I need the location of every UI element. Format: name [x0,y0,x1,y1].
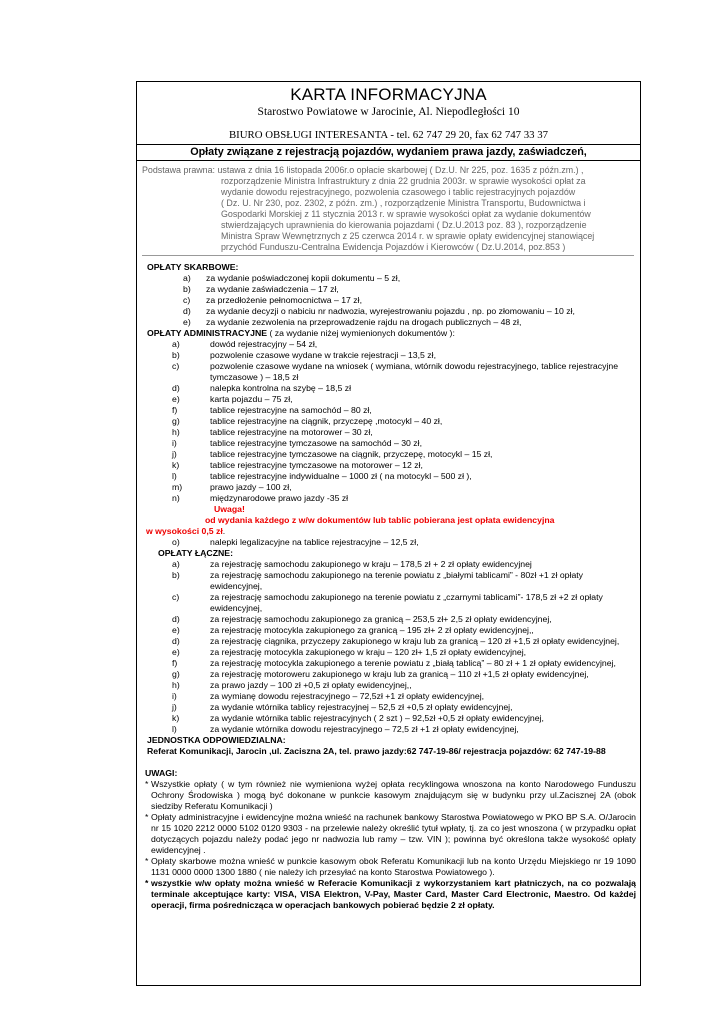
list-text: tablice rejestracyjne na ciągnik, przyczepę ,motocykl – 40 zł, [210,416,443,426]
note-item [145,812,636,856]
list-text: za prawo jazdy – 100 zł +0,5 zł opłaty ewidencyjnej,, [210,680,412,690]
list-marker: d) [172,636,180,646]
list-text: dowód rejestracyjny – 54 zł, [210,339,318,349]
list-text: za wydanie wtórnika tablic rejestracyjnych ( 2 szt ) – 92,5zł +0,5 zł opłaty ewidencyjnej, [210,713,544,723]
administracyjne-list [172,339,636,504]
list-text: za rejestrację motoroweru zakupionego w kraju lub za granicą – 110 zł +1,5 zł opłaty ewidencyjnej, [210,669,589,679]
list-item [172,361,636,383]
note-item [145,779,636,812]
list-marker: g) [172,416,180,426]
list-item [172,471,636,482]
list-marker: h) [172,680,180,690]
list-marker: a) [172,559,180,569]
list-item [172,438,636,449]
list-text: za rejestrację ciągnika, przyczepy zakupionego w kraju lub za granicą – 120 zł +1,5 zł opłaty ewidencyjnej, [210,636,620,646]
list-item [172,350,636,361]
list-marker: m) [172,482,183,492]
skarbowe-heading: OPŁATY SKARBOWE: [147,262,239,272]
note-text: Wszystkie opłaty ( w tym również nie wymieniona wyżej opłata recyklingowa wnoszona na konto Narodowego Funduszu Ochrony Środowiska ) mogą być dokonane w punkcie kasowym znajdującym się w budynku przy ul.Zacisznej 2A (obok siedziby Referatu Komunikacji ) [151,779,636,811]
contact-line: BIURO OBSŁUGI INTERESANTA - tel. 62 747 29 20, fax 62 747 33 37 [228,129,549,141]
list-marker: k) [172,460,180,470]
legal-line: stwierdzających uprawnienia do kierowania pojazdami ( Dz.U.2013 poz. 83 ), rozporządzenie [221,220,587,230]
list-item [172,559,636,570]
list-marker: l) [172,471,177,481]
list-marker: i) [172,691,177,701]
list-marker: o) [172,537,180,547]
list-text: tablice rejestracyjne indywidualne – 1000 zł ( na motocykl – 500 zł ), [210,471,472,481]
list-text: karta pojazdu – 75 zł, [210,394,293,404]
list-item [183,284,636,295]
uwaga-text: od wydania każdego z w/w dokumentów lub tablic pobierana jest opłata ewidencyjna [205,515,555,525]
list-item [183,306,636,317]
list-item [172,592,636,614]
uwaga-text-2 [146,526,636,537]
legal-basis-first-line: Podstawa prawna: ustawa z dnia 16 listopada 2006r.o opłacie skarbowej ( Dz.U. Nr 225, poz. 1635 z późn.zm.) , [142,165,584,175]
list-marker: j) [172,449,177,459]
legal-line: przychód Funduszu-Centralna Ewidencja Pojazdów i Kierowców ( Dz.U.2014, poz.853 ) [221,242,566,252]
list-text: nalepka kontrolna na szybę – 18,5 zł [210,383,352,393]
list-item [172,449,636,460]
list-marker: h) [172,427,180,437]
list-item [172,647,636,658]
list-marker: f) [172,658,178,668]
legal-line: rozporządzenie Ministra Infrastruktury z dnia 22 grudnia 2003r. w sprawie wysokości opłat za [221,176,586,186]
document-body [145,262,636,911]
list-text: międzynarodowe prawo jazdy -35 zł [210,493,349,503]
list-text: pozwolenie czasowe wydane na wniosek ( wymiana, wtórnik dowodu rejestracyjnego, tablice rejestracyjne tymczasowe ) – 18,5 zł [210,361,619,382]
uwagi-heading: UWAGI: [145,768,178,778]
list-item [172,724,636,735]
note-bullet: * [145,779,149,789]
list-item [172,394,636,405]
list-item [183,317,636,328]
legal-basis-rest [142,176,634,253]
list-item [172,691,636,702]
list-item [172,482,636,493]
list-marker: l) [172,724,177,734]
list-item [172,680,636,691]
list-item [183,295,636,306]
list-text: pozwolenie czasowe wydane w trakcie rejestracji – 13,5 zł, [210,350,436,360]
list-marker: d) [172,614,180,624]
jednostka-text: Referat Komunikacji, Jarocin ,ul. Zaciszna 2A, tel. prawo jazdy:62 747-19-86/ rejestracja pojazdów: 62 747-19-88 [147,746,606,756]
legal-basis [142,165,634,256]
list-marker: c) [172,592,180,602]
note-text: Opłaty skarbowe można wnieść w punkcie kasowym obok Referatu Komunikacji lub na konto Urzędu Miejskiego nr 19 1090 1131 0000 0000 1300 1880 ( nie należy ich przesyłać na konto Starostwa Powiatowego ). [151,856,636,877]
legal-line: ( Dz. U. Nr 230, poz. 2302, z późn. zm.) , rozporządzenie Ministra Transportu, Budownictwa i [221,198,586,208]
list-marker: a) [183,273,191,283]
list-marker: k) [172,713,180,723]
list-text: za wydanie decyzji o nabiciu nr nadwozia, wyrejestrowaniu pojazdu , np. po złomowaniu – 10 zł, [206,306,575,316]
note-bullet: * [145,812,149,822]
list-marker: e) [172,647,180,657]
list-marker: d) [183,306,191,316]
list-item [172,383,636,394]
list-text: za wymianę dowodu rejestracyjnego – 72,5zł +1 zł opłaty ewidencyjnej, [210,691,485,701]
uwaga-amount: w wysokości 0,5 zł [146,526,223,536]
list-item [172,460,636,471]
list-marker: f) [172,405,178,415]
office-address: Starostwo Powiatowe w Jarocinie, Al. Niepodległości 10 [257,106,520,118]
list-item [172,669,636,680]
information-card [136,81,641,986]
list-text: tablice rejestracyjne na motorower – 30 zł, [210,427,373,437]
list-text: za przedłożenie pełnomocnictwa – 17 zł, [206,295,362,305]
note-item [145,878,636,911]
list-text: za wydanie wtórnika tablicy rejestracyjnej – 52,5 zł +0,5 zł opłaty ewidencyjnej, [210,702,513,712]
list-text: za rejestrację samochodu zakupionego w kraju – 178,5 zł + 2 zł opłaty ewidencyjnej [210,559,532,569]
list-text: za rejestrację samochodu zakupionego za granicą – 253,5 zł+ 2,5 zł opłaty ewidencyjnej, [210,614,552,624]
list-text: tablice rejestracyjne tymczasowe na motorower – 12 zł, [210,460,423,470]
note-item [145,856,636,878]
list-marker: b) [172,570,180,580]
jednostka-heading: JEDNOSTKA ODPOWIEDZIALNA: [147,735,286,745]
card-title: KARTA INFORMACYJNA [290,85,487,104]
legal-line: Ministra Spraw Wewnętrznych z 25 czerwca 2014 r. w sprawie opłaty ewidencyjnej stanowiącej [221,231,595,241]
list-text: za wydanie zezwolenia na przeprowadzenie rajdu na drogach publicznych – 48 zł, [206,317,522,327]
list-marker: c) [172,361,180,371]
laczne-heading: OPŁATY ŁĄCZNE: [158,548,233,558]
note-bullet: * [145,878,149,888]
list-text: za wydanie poświadczonej kopii dokumentu – 5 zł, [206,273,401,283]
note-text: Opłaty administracyjne i ewidencyjne można wnieść na rachunek bankowy Starostwa Powiatowego w PKO BP S.A. O/Jarocin nr 15 1020 2212 0000 5102 0120 9303 - na przelewie należy określić tytuł wpłaty, tj. za co jest wnoszona ( w przypadku opłat dotyczących pojazdu należy podać jego nr nadwozia lub ramy – tzw. VIN ); powinna być określona także wysokość opłaty ewidencyjnej . [151,812,636,855]
list-text: za rejestrację motocykla zakupionego w kraju – 120 zł+ 1,5 zł opłaty ewidencyjnej, [210,647,527,657]
note-text: wszystkie w/w opłaty można wnieść w Referacie Komunikacji z wykorzystaniem kart płatniczych, na co pozwalają terminale akceptujące karty: VISA, VISA Elektron, V-Pay, Master Card, Master Card Electronic, Maestro. Od każdej operacji, firma pośrednicząca w operacjach bankowych pobierać będzie 2 zł opłaty. [151,878,636,910]
list-text: nalepki legalizacyjne na tablice rejestracyjne – 12,5 zł, [210,537,419,547]
skarbowe-list [183,273,636,328]
list-item [172,416,636,427]
list-marker: a) [172,339,180,349]
list-marker: e) [183,317,191,327]
laczne-list [172,559,636,735]
list-text: za wydanie zaświadczenia – 17 zł, [206,284,339,294]
list-item [172,625,636,636]
list-item [172,713,636,724]
list-item [172,614,636,625]
legal-line: Gospodarki Morskiej z 11 stycznia 2013 r. w sprawie wysokości opłat za wydanie dokumentów [221,209,591,219]
list-item [183,273,636,284]
list-marker: n) [172,493,180,503]
list-item [172,339,636,350]
list-item [172,636,636,647]
list-item [172,537,636,548]
uwagi-list [145,779,636,911]
list-text: za rejestrację motocykla zakupionego za granicą – 195 zł+ 2 zł opłaty ewidencyjnej,, [210,625,534,635]
list-item [172,405,636,416]
section-title: Opłaty związane z rejestracją pojazdów, wydaniem prawa jazdy, zaświadczeń, [137,144,640,161]
list-marker: i) [172,438,177,448]
list-item [172,570,636,592]
list-text: za rejestrację samochodu zakupionego na terenie powiatu z „białymi tablicami” - 80zł +1 zł opłaty ewidencyjnej, [210,570,584,591]
list-item [172,493,636,504]
list-text: tablice rejestracyjne tymczasowe na ciągnik, przyczepę, motocykl – 15 zł, [210,449,493,459]
list-marker: g) [172,669,180,679]
list-item [172,427,636,438]
note-bullet: * [145,856,149,866]
administracyjne-heading [147,328,636,339]
uwaga-dot: . [222,526,226,536]
list-marker: e) [172,394,180,404]
list-marker: c) [183,295,191,305]
list-text: tablice rejestracyjne na samochód – 80 zł, [210,405,372,415]
list-marker: b) [183,284,191,294]
list-marker: j) [172,702,177,712]
list-text: za rejestrację samochodu zakupionego na terenie powiatu z „czarnymi tablicami”- 178,5 zł +2 zł opłaty ewidencyjnej, [210,592,603,613]
list-marker: d) [172,383,180,393]
list-text: prawo jazdy – 100 zł, [210,482,292,492]
list-text: za wydanie wtórnika dowodu rejestracyjnego – 72,5 zł +1 zł opłaty ewidencyjnej, [210,724,519,734]
list-item [172,702,636,713]
list-text: za rejestrację motocykla zakupionego a terenie powiatu z „białą tablicą” – 80 zł + 1 zł opłaty ewidencyjnej, [210,658,616,668]
legal-line: wydanie dowodu rejestracyjnego, pozwolenia czasowego i tablic rejestracyjnych pojazdów [221,187,576,197]
list-marker: b) [172,350,180,360]
administracyjne-heading-note: ( za wydanie niżej wymienionych dokumentów ): [267,328,455,338]
administracyjne-heading-label: OPŁATY ADMINISTRACYJNE [147,328,268,338]
uwaga-label: Uwaga! [214,504,245,514]
card-header [137,85,640,144]
list-item [172,658,636,669]
list-text: tablice rejestracyjne tymczasowe na samochód – 30 zł, [210,438,422,448]
list-marker: e) [172,625,180,635]
